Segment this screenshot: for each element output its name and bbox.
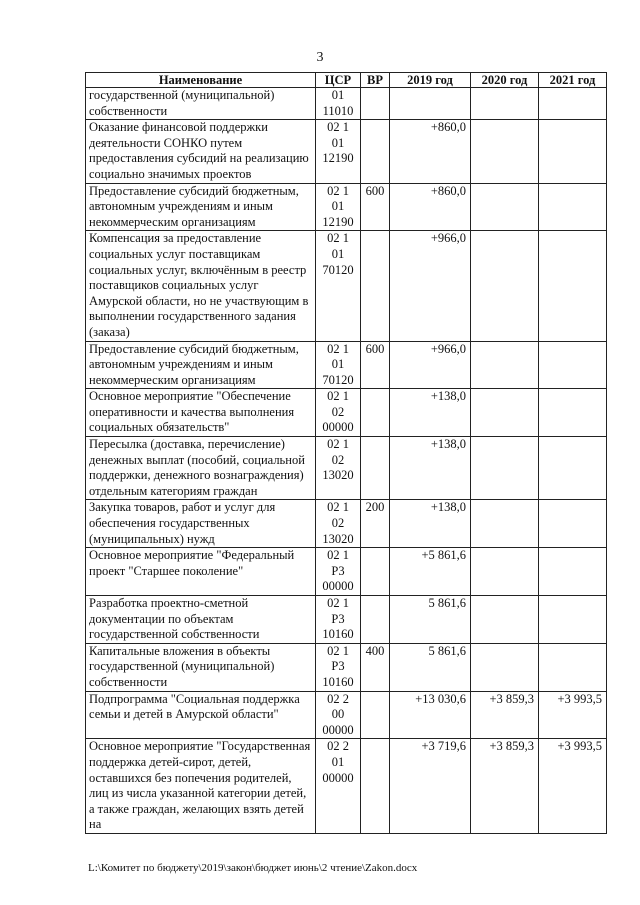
row-2019: [390, 88, 471, 120]
file-path-footer: L:\Комитет по бюджету\2019\закон\бюджет июнь\2 чтение\Zakon.docx: [88, 862, 418, 874]
row-2019: +860,0: [390, 183, 471, 231]
table-header-row: [86, 73, 607, 88]
row-2021: [539, 389, 607, 437]
row-name: Основное мероприятие "Федеральный проект "Старшее поколение": [86, 548, 316, 596]
row-vr: 600: [361, 183, 390, 231]
row-2021: [539, 643, 607, 691]
table-row: [86, 88, 607, 120]
row-2021: +3 993,5: [539, 739, 607, 834]
row-vr: 200: [361, 500, 390, 548]
row-name: государственной (муниципальной) собственности: [86, 88, 316, 120]
row-2020: [471, 231, 539, 341]
row-2019: +138,0: [390, 437, 471, 500]
row-vr: [361, 691, 390, 739]
header-csr: ЦСР: [316, 73, 361, 88]
row-vr: [361, 120, 390, 183]
row-name: Предоставление субсидий бюджетным, автономным учреждениям и иным некоммерческим организациям: [86, 183, 316, 231]
header-2021: 2021 год: [539, 73, 607, 88]
table-row: [86, 120, 607, 183]
row-2019: +138,0: [390, 500, 471, 548]
row-name: Закупка товаров, работ и услуг для обеспечения государственных (муниципальных) нужд: [86, 500, 316, 548]
row-2021: [539, 548, 607, 596]
row-csr: 02 1 P3 10160: [316, 596, 361, 644]
row-vr: [361, 389, 390, 437]
row-csr: 02 2 00 00000: [316, 691, 361, 739]
header-2020: 2020 год: [471, 73, 539, 88]
row-2019: +5 861,6: [390, 548, 471, 596]
row-vr: [361, 231, 390, 341]
row-2020: [471, 88, 539, 120]
row-2019: +860,0: [390, 120, 471, 183]
row-2021: [539, 437, 607, 500]
row-csr: 02 1 02 00000: [316, 389, 361, 437]
row-vr: 400: [361, 643, 390, 691]
row-vr: 600: [361, 341, 390, 389]
row-2020: [471, 389, 539, 437]
row-2019: +138,0: [390, 389, 471, 437]
row-2020: [471, 341, 539, 389]
row-2021: [539, 341, 607, 389]
row-2019: +966,0: [390, 231, 471, 341]
row-2021: [539, 120, 607, 183]
table-row: [86, 389, 607, 437]
row-name: Предоставление субсидий бюджетным, автономным учреждениям и иным некоммерческим организациям: [86, 341, 316, 389]
row-vr: [361, 548, 390, 596]
table-row: [86, 500, 607, 548]
row-2020: [471, 437, 539, 500]
row-vr: [361, 596, 390, 644]
row-csr: 02 1 02 13020: [316, 437, 361, 500]
row-name: Оказание финансовой поддержки деятельности СОНКО путем предоставления субсидий на реализацию социально значимых проектов: [86, 120, 316, 183]
row-2020: [471, 643, 539, 691]
table-row: [86, 643, 607, 691]
table-row: [86, 548, 607, 596]
row-2020: [471, 120, 539, 183]
row-2021: [539, 183, 607, 231]
row-csr: 02 1 01 12190: [316, 183, 361, 231]
table-row: [86, 437, 607, 500]
row-2020: [471, 548, 539, 596]
table-row: [86, 231, 607, 341]
header-vr: ВР: [361, 73, 390, 88]
row-csr: 02 1 01 70120: [316, 341, 361, 389]
row-2019: 5 861,6: [390, 643, 471, 691]
row-2021: +3 993,5: [539, 691, 607, 739]
row-csr: 02 2 01 00000: [316, 739, 361, 834]
row-2021: [539, 88, 607, 120]
row-csr: 02 1 01 70120: [316, 231, 361, 341]
row-2021: [539, 596, 607, 644]
table-row: [86, 739, 607, 834]
header-name: Наименование: [86, 73, 316, 88]
row-2019: 5 861,6: [390, 596, 471, 644]
row-name: Компенсация за предоставление социальных услуг поставщикам социальных услуг, включённым в реестр поставщиков социальных услуг Амурской области, но не участвующим в выполнении государственного задания (заказа): [86, 231, 316, 341]
row-2020: [471, 183, 539, 231]
row-name: Пересылка (доставка, перечисление) денежных выплат (пособий, социальной поддержки, денежного вознаграждения) отдельным категориям граждан: [86, 437, 316, 500]
table-row: [86, 691, 607, 739]
row-name: Разработка проектно-сметной документации по объектам государственной собственности: [86, 596, 316, 644]
row-csr: 02 1 P3 00000: [316, 548, 361, 596]
header-2019: 2019 год: [390, 73, 471, 88]
row-2020: [471, 596, 539, 644]
row-2019: +13 030,6: [390, 691, 471, 739]
row-2020: [471, 500, 539, 548]
row-vr: [361, 739, 390, 834]
row-csr: 02 1 01 12190: [316, 120, 361, 183]
row-name: Основное мероприятие "Государственная поддержка детей-сирот, детей, оставшихся без попечения родителей, лиц из числа указанной категории детей, а также граждан, желающих взять детей на: [86, 739, 316, 834]
row-csr: 02 1 02 13020: [316, 500, 361, 548]
budget-table: [85, 72, 607, 834]
row-name: Подпрограмма "Социальная поддержка семьи и детей в Амурской области": [86, 691, 316, 739]
row-2019: +3 719,6: [390, 739, 471, 834]
table-row: [86, 341, 607, 389]
row-csr: 01 11010: [316, 88, 361, 120]
row-2021: [539, 500, 607, 548]
page-number: 3: [316, 50, 324, 65]
row-name: Основное мероприятие "Обеспечение оперативности и качества выполнения социальных обязательств": [86, 389, 316, 437]
table-row: [86, 183, 607, 231]
table-row: [86, 596, 607, 644]
row-2019: +966,0: [390, 341, 471, 389]
row-2020: +3 859,3: [471, 739, 539, 834]
row-name: Капитальные вложения в объекты государственной (муниципальной) собственности: [86, 643, 316, 691]
row-2020: +3 859,3: [471, 691, 539, 739]
row-2021: [539, 231, 607, 341]
row-csr: 02 1 P3 10160: [316, 643, 361, 691]
row-vr: [361, 437, 390, 500]
row-vr: [361, 88, 390, 120]
